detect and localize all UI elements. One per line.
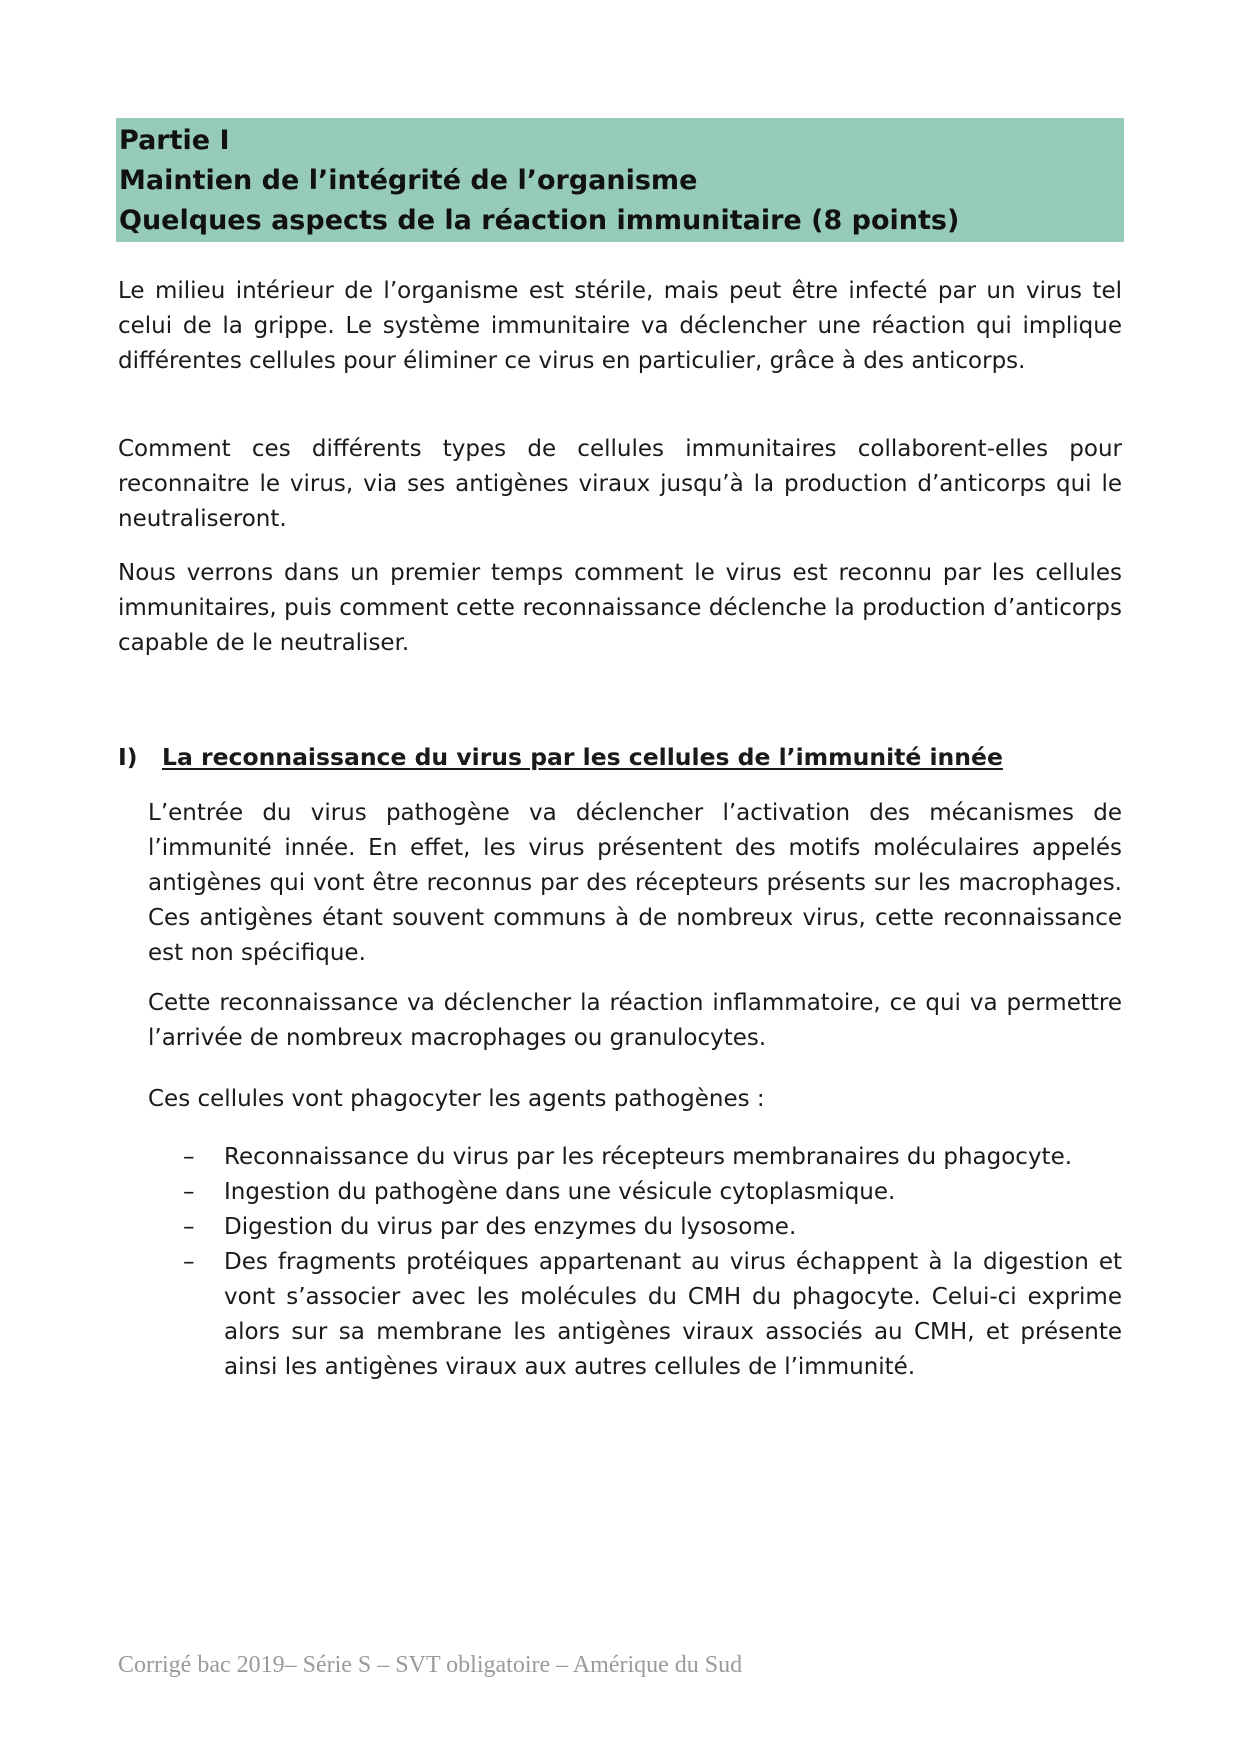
section-paragraph-2: Cette reconnaissance va déclencher la réaction inflammatoire, ce qui va permettre l’arrivée de nombreux macrophages ou granulocytes. (148, 990, 1122, 1051)
dash-bullet-icon: – (183, 1144, 195, 1170)
part-label: Partie I (119, 125, 230, 156)
list-item (148, 1210, 1122, 1245)
section-paragraph-1: L’entrée du virus pathogène va déclencher l’activation des mécanismes de l’immunité innée. En effet, les virus présentent des motifs moléculaires appelés antigènes qui vont être reconnus par des récepteurs présents sur les macrophages. Ces antigènes étant souvent communs à de nombreux virus, cette reconnaissance est non spécifique. (148, 800, 1122, 966)
phagocytosis-steps-list (148, 1140, 1122, 1385)
list-item-text: Ingestion du pathogène dans une vésicule cytoplasmique. (224, 1179, 896, 1205)
list-item-text: Digestion du virus par des enzymes du lysosome. (224, 1214, 797, 1240)
intro-paragraph-2: Comment ces différents types de cellules immunitaires collaborent-elles pour reconnaitre le virus, via ses antigènes viraux jusqu’à la production d’anticorps qui le neutraliseront. (118, 436, 1122, 532)
list-item-text: Reconnaissance du virus par les récepteurs membranaires du phagocyte. (224, 1144, 1073, 1170)
list-item (148, 1140, 1122, 1175)
list-item (148, 1245, 1122, 1385)
section-number: I) (118, 743, 138, 771)
section-heading (118, 740, 1122, 775)
dash-bullet-icon: – (183, 1249, 195, 1275)
intro-paragraph-1: Le milieu intérieur de l’organisme est stérile, mais peut être infecté par un virus tel celui de la grippe. Le système immunitaire va déclencher une réaction qui implique différentes cellules pour éliminer ce virus en particulier, grâce à des anticorps. (118, 278, 1122, 374)
part-header-box (116, 118, 1124, 242)
section-title-text: La reconnaissance du virus par les cellules de l’immunité innée (162, 743, 1003, 771)
part-theme-title: Maintien de l’intégrité de l’organisme (119, 165, 698, 196)
section-paragraph-3: Ces cellules vont phagocyter les agents pathogènes : (148, 1086, 765, 1112)
dash-bullet-icon: – (183, 1214, 195, 1240)
part-subject-title: Quelques aspects de la réaction immunitaire (8 points) (119, 205, 960, 236)
intro-paragraph-3: Nous verrons dans un premier temps comment le virus est reconnu par les cellules immunitaires, puis comment cette reconnaissance déclenche la production d’anticorps capable de le neutraliser. (118, 560, 1122, 656)
dash-bullet-icon: – (183, 1179, 195, 1205)
list-item (148, 1175, 1122, 1210)
page-footer: Corrigé bac 2019– Série S – SVT obligatoire – Amérique du Sud (118, 1652, 743, 1678)
list-item-text: Des fragments protéiques appartenant au virus échappent à la digestion et vont s’associer avec les molécules du CMH du phagocyte. Celui-ci exprime alors sur sa membrane les antigènes viraux associés au CMH, et présente ainsi les antigènes viraux aux autres cellules de l’immunité. (224, 1249, 1122, 1380)
